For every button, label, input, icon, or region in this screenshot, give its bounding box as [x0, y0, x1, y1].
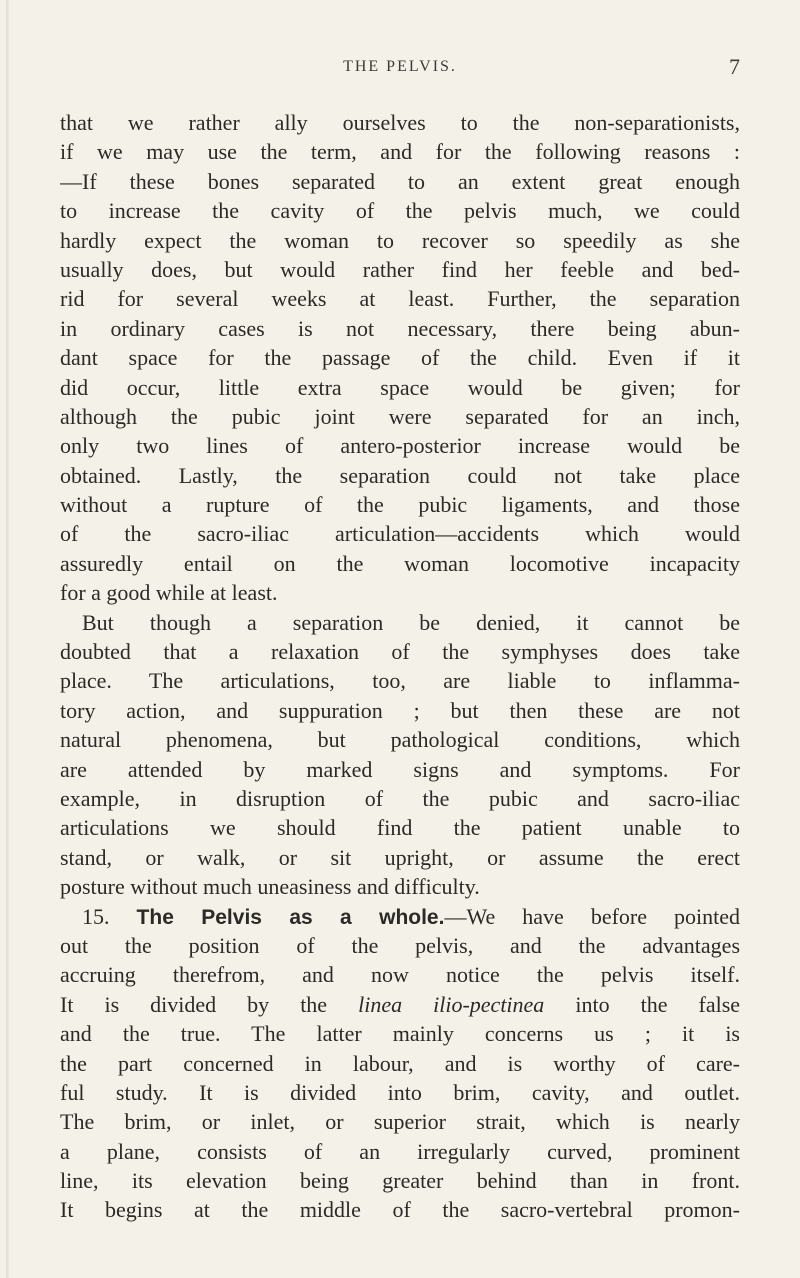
text-line: are attended by marked signs and symptoms. For	[60, 756, 740, 782]
text-line: a plane, consists of an irregularly curved, prominent	[60, 1138, 740, 1164]
text-line: to increase the cavity of the pelvis much, we could	[60, 198, 740, 224]
text-line: assuredly entail on the woman locomotive incapacity	[60, 550, 740, 576]
text-line: that we rather ally ourselves to the non-separationists,	[60, 110, 740, 135]
text-line: dant space for the passage of the child. Even if it	[60, 345, 740, 371]
text-line: in ordinary cases is not necessary, there being abun-	[60, 315, 740, 341]
section-number: 15.	[82, 903, 110, 929]
text-line: rid for several weeks at least. Further, the separation	[60, 286, 740, 312]
text-line: usually does, but would rather find her feeble and bed-	[60, 256, 740, 282]
text-line: tory action, and suppuration ; but then these are not	[60, 697, 740, 723]
linea-after: into the false	[575, 991, 740, 1017]
text-line: posture without much uneasiness and difficulty.	[60, 874, 480, 900]
body-text	[60, 108, 740, 1225]
text-line: line, its elevation being greater behind than in front.	[60, 1168, 740, 1194]
text-line: the part concerned in labour, and is worthy of care-	[60, 1050, 740, 1076]
running-title: THE PELVIS.	[343, 58, 457, 75]
text-line: hardly expect the woman to recover so speedily as she	[60, 227, 740, 253]
text-line: ful study. It is divided into brim, cavity, and outlet.	[60, 1079, 740, 1105]
section-heading-line	[60, 902, 740, 931]
section-first-line: —We have before pointed	[444, 903, 740, 929]
text-line: if we may use the term, and for the following reasons :	[60, 139, 740, 165]
text-line: and the true. The latter mainly concerns us ; it is	[60, 1021, 740, 1047]
text-line: The brim, or inlet, or superior strait, which is nearly	[60, 1109, 740, 1135]
text-line: accruing therefrom, and now notice the pelvis itself.	[60, 962, 740, 988]
text-line	[60, 990, 740, 1019]
text-line: example, in disruption of the pubic and sacro-iliac	[60, 785, 740, 811]
text-line: for a good while at least.	[60, 580, 278, 606]
linea-before: It is divided by the	[60, 991, 328, 1017]
text-line: doubted that a relaxation of the symphyses does take	[60, 639, 740, 665]
text-line: although the pubic joint were separated for an inch,	[60, 403, 740, 429]
running-head	[60, 54, 740, 82]
linea-term: linea ilio-pectinea	[358, 991, 545, 1017]
section-heading: The Pelvis as a whole.	[136, 905, 445, 929]
text-line: without a rupture of the pubic ligaments, and those	[60, 492, 740, 518]
text-line: place. The articulations, too, are liable to inflamma-	[60, 668, 740, 694]
text-line: of the sacro-iliac articulation—accidents which would	[60, 521, 740, 547]
text-line: —If these bones separated to an extent great enough	[60, 168, 740, 194]
text-line: did occur, little extra space would be given; for	[60, 374, 740, 400]
text-line: stand, or walk, or sit upright, or assume the erect	[60, 844, 740, 870]
page-edge-shadow	[6, 0, 9, 1278]
text-line: natural phenomena, but pathological conditions, which	[60, 727, 740, 753]
text-line: only two lines of antero-posterior increase would be	[60, 433, 740, 459]
text-line: obtained. Lastly, the separation could not take place	[60, 462, 740, 488]
page-number: 7	[729, 54, 740, 79]
text-line: But though a separation be denied, it cannot be	[82, 609, 740, 635]
text-line: out the position of the pelvis, and the advantages	[60, 932, 740, 958]
text-line: articulations we should find the patient unable to	[60, 815, 740, 841]
text-line: It begins at the middle of the sacro-vertebral promon-	[60, 1197, 740, 1223]
